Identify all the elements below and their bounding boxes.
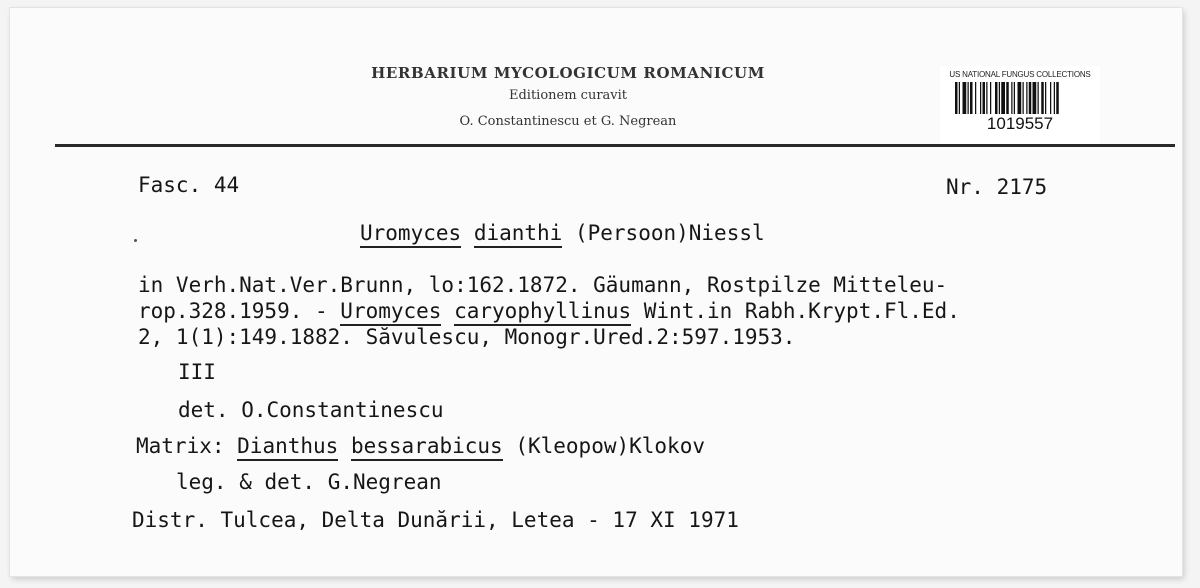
reference-line-1: in Verh.Nat.Ver.Brunn, lo:162.1872. Gäumann, Rostpilze Mitteleu- — [138, 273, 948, 297]
barcode-bar — [1054, 82, 1055, 114]
fascicle-number: Fasc. 44 — [138, 173, 240, 197]
locality: Distr. Tulcea, Delta Dunării, Letea - 17 XI 1971 — [132, 508, 739, 532]
host-genus: Dianthus — [237, 434, 338, 461]
barcode-bar — [1038, 82, 1039, 114]
specimen-number: Nr. 2175 — [946, 175, 1048, 199]
ink-speck — [134, 239, 137, 242]
barcode-bar — [1050, 82, 1051, 114]
barcode-bar — [995, 82, 998, 114]
synonym-epithet: caryophyllinus — [454, 299, 631, 326]
spore-stage: III — [178, 360, 216, 384]
header-divider — [55, 144, 1175, 147]
synonym-genus: Uromyces — [340, 299, 441, 326]
barcode-bar — [980, 82, 981, 114]
barcode-bar — [999, 82, 1000, 114]
herbarium-subtitle: Editionem curavit — [508, 88, 628, 103]
barcode-bar — [959, 82, 960, 114]
barcode-bar — [975, 82, 976, 114]
barcode-bar — [1033, 82, 1037, 114]
matrix-line — [136, 433, 705, 459]
species-author: (Persoon)Niessl — [574, 221, 765, 245]
barcode-bar — [1023, 82, 1024, 114]
barcode-bar — [970, 82, 973, 114]
barcode-bar — [1006, 82, 1009, 114]
host-author: (Kleopow)Klokov — [515, 434, 705, 458]
barcode-bar — [986, 82, 987, 114]
determiner: det. O.Constantinescu — [178, 398, 444, 422]
barcode-bar — [1041, 82, 1044, 114]
barcode-bar — [1029, 82, 1032, 114]
species-epithet: dianthi — [474, 221, 563, 248]
barcode-bar — [1014, 82, 1015, 114]
matrix-label: Matrix: — [136, 434, 238, 458]
label-header — [10, 8, 1182, 148]
barcode-bar — [1018, 82, 1022, 114]
barcode-bar — [1011, 82, 1012, 114]
collector: leg. & det. G.Negrean — [176, 470, 442, 494]
reference-line-2-end: Wint.in Rabh.Krypt.Fl.Ed. — [631, 299, 960, 323]
barcode-bar — [963, 82, 967, 114]
barcode-bar — [983, 82, 986, 114]
barcode-bar — [1001, 82, 1005, 114]
barcode-bar — [990, 82, 991, 114]
reference-line-2-start: rop.328.1959. - — [138, 299, 341, 323]
species-genus: Uromyces — [360, 221, 461, 248]
barcode-bar — [1045, 82, 1046, 114]
barcode-bar — [968, 82, 969, 114]
barcode-sticker — [940, 66, 1100, 146]
reference-line-3: 2, 1(1):149.1882. Săvulescu, Monogr.Ured.2:597.1953. — [138, 325, 796, 349]
barcode-bar — [955, 82, 958, 114]
barcode-bar — [1026, 82, 1027, 114]
reference-line-2 — [138, 298, 960, 324]
barcode-bar — [1056, 82, 1059, 114]
host-epithet: bessarabicus — [351, 434, 503, 461]
herbarium-title: HERBARIUM MYCOLOGICUM ROMANICUM — [371, 64, 765, 82]
species-name — [360, 220, 765, 246]
herbarium-editors: O. Constantinescu et G. Negrean — [459, 114, 677, 129]
barcode-number: 1019557 — [986, 114, 1054, 133]
barcode-image — [955, 82, 1091, 114]
herbarium-label — [10, 8, 1182, 576]
barcode-caption: US NATIONAL FUNGUS COLLECTIONS — [949, 70, 1091, 79]
